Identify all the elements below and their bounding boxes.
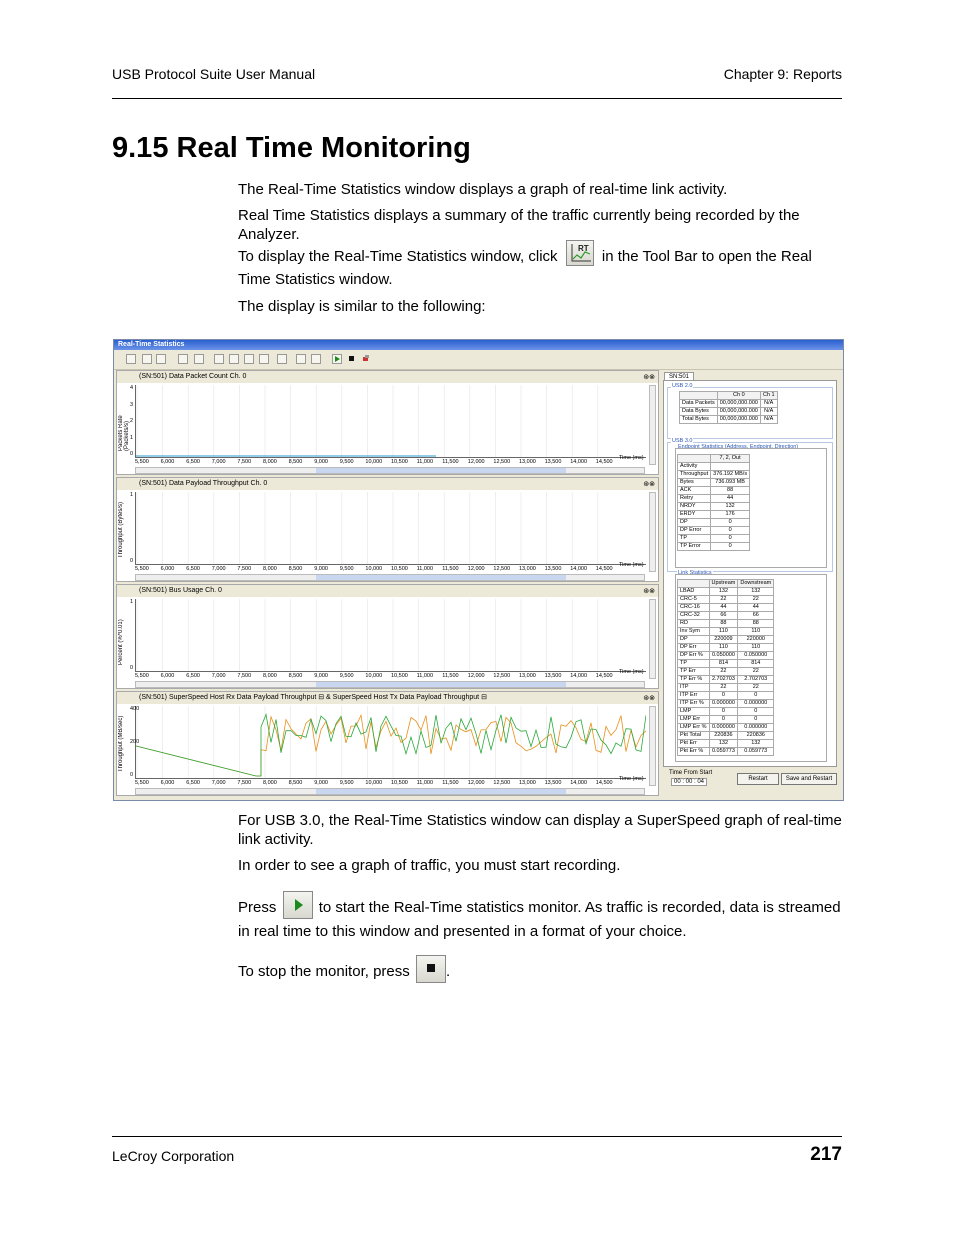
x-tick-label: 12,500 <box>493 780 511 786</box>
table-row: NRDY 132 <box>678 503 750 511</box>
table-row: CRC-32 66 66 <box>678 612 774 620</box>
endpoint-table: 7, 2, Out Activity Throughput 376.192 MB/s Bytes 736.093 MB ACK 88 Retry 44 NRDY 132 ERDY 176 DP 0 DP Error 0 TP 0 TP Error 0 <box>677 454 750 551</box>
real-time-statistics-screenshot <box>113 339 844 801</box>
plot-area <box>135 385 646 458</box>
table-row: ITP Err 0 0 <box>678 692 774 700</box>
x-tick-label: 14,000 <box>570 459 588 465</box>
x-tick-label: 13,000 <box>519 459 536 465</box>
x-tick-label: 9,500 <box>339 459 354 465</box>
time-from-start-value: 00 : 00 : 04 <box>671 778 707 786</box>
settings-icon[interactable] <box>194 354 204 364</box>
table-row: Pkt Err 132 132 <box>678 740 774 748</box>
x-tick-label: 11,500 <box>442 566 459 572</box>
x-tick-label: 9,000 <box>314 780 328 786</box>
x-tick-label: 9,000 <box>314 673 328 679</box>
x-tick-label: 12,500 <box>493 566 511 572</box>
endpoint-statistics-label: Endpoint Statistics (Address, Endpoint, Direction) <box>678 444 799 450</box>
x-axis-label: Time (ms) <box>619 562 644 568</box>
panel-controls-icon[interactable]: ⊛⊗ <box>643 374 655 381</box>
x-tick-label: 12,000 <box>467 780 485 786</box>
x-tick-label: 5,500 <box>135 673 149 679</box>
table-row: LMP Err % 0.000000 0.000000 <box>678 724 774 732</box>
table-row: DP Err 110 110 <box>678 644 774 652</box>
page-number: 217 <box>810 1144 842 1165</box>
x-tick-label: 5,500 <box>135 780 149 786</box>
y-tick-label: 1 <box>130 492 134 498</box>
plot-area <box>135 706 646 779</box>
panel-controls-icon[interactable]: ⊛⊗ <box>643 588 655 595</box>
x-tick-label: 5,500 <box>135 566 149 572</box>
x-tick-label: 14,500 <box>595 673 613 679</box>
y-tick-label: 2 <box>130 418 134 424</box>
x-tick-label: 11,500 <box>442 673 459 679</box>
graph-panel <box>116 691 659 796</box>
graph-panel <box>116 584 659 689</box>
x-tick-label: 10,500 <box>391 566 408 572</box>
x-tick-label: 8,000 <box>263 459 277 465</box>
print-icon[interactable] <box>156 354 166 364</box>
window-title: Real-Time Statistics <box>114 340 843 350</box>
panel-controls-icon[interactable]: ⊛⊗ <box>643 481 655 488</box>
y-axis-label: Percent (%*0.01) <box>118 619 124 665</box>
paragraph: The Real-Time Statistics window displays a graph of real-time link activity. <box>238 181 728 198</box>
x-tick-label: 13,500 <box>544 673 562 679</box>
x-tick-label: 11,000 <box>416 566 434 572</box>
x-tick-label: 8,000 <box>263 566 277 572</box>
x-tick-label: 12,000 <box>467 566 485 572</box>
x-tick-label: 7,000 <box>211 673 226 679</box>
x-tick-label: 8,000 <box>263 780 277 786</box>
graph-title: (SN:501) SuperSpeed Host Rx Data Payload Throughput ⊟ & SuperSpeed Host Tx Data Payload Throughput ⊟ <box>117 692 658 704</box>
table-row: LMP Err 0 0 <box>678 716 774 724</box>
paragraph: The display is similar to the following: <box>238 298 486 315</box>
vertical-scrollbar[interactable] <box>649 706 656 786</box>
y-tick-label: 0 <box>130 665 134 671</box>
x-tick-label: 10,500 <box>391 780 408 786</box>
tab-sn501[interactable]: SN:501 <box>664 372 694 382</box>
x-tick-label: 13,000 <box>519 780 536 786</box>
x-tick-label: 11,000 <box>416 780 434 786</box>
table-row: TP 814 814 <box>678 660 774 668</box>
table-row: TP 0 <box>678 535 750 543</box>
table-row: ERDY 176 <box>678 511 750 519</box>
x-tick-label: 6,500 <box>186 459 200 465</box>
x-tick-label: 10,500 <box>391 673 408 679</box>
paragraph: For USB 3.0, the Real-Time Statistics window can display a SuperSpeed graph of real-time link activity. <box>238 812 842 848</box>
y-tick-label: 3 <box>130 401 134 408</box>
x-tick-label: 14,500 <box>595 780 613 786</box>
y-tick-label: 1 <box>130 599 134 605</box>
graph-title: (SN:501) Data Payload Throughput Ch. 0 <box>117 478 658 490</box>
svg-text:RT: RT <box>577 244 589 253</box>
table-row: LBAD 132 132 <box>678 588 774 596</box>
table-row: DP 0 <box>678 519 750 527</box>
x-tick-label: 8,000 <box>263 673 277 679</box>
x-tick-label: 13,000 <box>519 566 536 572</box>
plot-lines <box>136 385 646 457</box>
horizontal-scrollbar[interactable] <box>135 681 645 688</box>
x-tick-label: 11,000 <box>416 459 434 465</box>
table-row: Throughput 376.192 MB/s <box>678 471 750 479</box>
link-statistics-table: Upstream Downstream LBAD 132 132 CRC-5 22 22 CRC-16 44 44 CRC-32 66 66 RD 88 88 Inv Sym 110 110 DP 220009 220000 DP Err 110 110 DP Err % 0.050000 0.050000 TP 814 814 TP Err 22 22 TP Err % 2.702703 2.702703 ITP 22 22 ITP Err 0 0 ITP Err % 0.000000 0.000000 LMP 0 0 LMP Err 0 0 LMP Err % 0.000000 0.000000 Pkt Total 220836 220836 Pkt Err 132 132 Pkt Err % 0.059773 0.059773 <box>677 579 774 756</box>
x-tick-label: 14,500 <box>595 566 613 572</box>
open-icon[interactable] <box>142 354 152 364</box>
zoom-out-y-icon[interactable] <box>259 354 269 364</box>
y-tick-label: 200 <box>130 739 140 745</box>
table-row: Data Packets 00,000,000.000 N/A <box>680 400 778 408</box>
usb20-table: Ch 0 Ch 1 Data Packets 00,000,000.000 N/A Data Bytes 00,000,000.000 N/A Total Bytes 00,000,000.000 N/A <box>679 391 778 424</box>
panel-controls-icon[interactable]: ⊛⊗ <box>643 695 655 702</box>
graph-icon[interactable] <box>178 354 188 364</box>
table-row: Pkt Err % 0.059773 0.059773 <box>678 748 774 756</box>
table-row: ITP Err % 0.000000 0.000000 <box>678 700 774 708</box>
layout-icon[interactable] <box>296 354 306 364</box>
header-rule <box>112 98 842 99</box>
vertical-scrollbar[interactable] <box>649 385 656 465</box>
table-row: CRC-16 44 44 <box>678 604 774 612</box>
x-tick-label: 6,000 <box>160 566 175 572</box>
x-tick-label: 11,500 <box>442 780 459 786</box>
stop-icon <box>416 955 446 983</box>
x-tick-label: 7,500 <box>237 459 252 465</box>
y-tick-label: 0 <box>130 558 134 564</box>
plot-area <box>135 599 646 672</box>
graph-panel <box>116 477 659 582</box>
table-row: RD 88 88 <box>678 620 774 628</box>
series-line <box>136 715 646 776</box>
vertical-scrollbar[interactable] <box>649 492 656 572</box>
series-line <box>136 715 646 777</box>
graph-panel <box>116 370 659 475</box>
y-tick-label: 0 <box>130 772 134 778</box>
paragraph: In order to see a graph of traffic, you must start recording. <box>238 857 621 874</box>
x-tick-label: 12,000 <box>467 673 485 679</box>
save-and-restart-button[interactable]: Save and Restart <box>781 773 837 785</box>
graph-title: (SN:501) Bus Usage Ch. 0 <box>117 585 658 597</box>
x-tick-label: 11,000 <box>416 673 434 679</box>
x-tick-label: 12,000 <box>467 459 485 465</box>
play-icon <box>283 891 313 919</box>
x-tick-label: 9,000 <box>314 459 328 465</box>
paragraph: To stop the monitor, press . <box>238 958 842 986</box>
plot-lines <box>136 599 646 671</box>
y-tick-label: 1 <box>130 434 134 441</box>
vertical-scrollbar[interactable] <box>649 599 656 679</box>
table-row: Bytes 736.093 MB <box>678 479 750 487</box>
x-tick-label: 14,500 <box>595 459 613 465</box>
x-tick-label: 8,500 <box>288 673 303 679</box>
remove-icon[interactable] <box>362 354 372 364</box>
properties-icon[interactable] <box>311 354 321 364</box>
x-tick-label: 6,500 <box>186 780 200 786</box>
link-statistics-label: Link Statistics <box>678 570 712 576</box>
y-tick-label: 4 <box>130 385 134 391</box>
x-tick-label: 10,000 <box>365 566 383 572</box>
usb30-label: USB 3.0 <box>672 438 693 444</box>
x-tick-label: 7,000 <box>211 780 226 786</box>
table-row: DP 220009 220000 <box>678 636 774 644</box>
x-tick-label: 5,500 <box>135 459 149 465</box>
table-row: TP Err 22 22 <box>678 668 774 676</box>
paragraph: Real Time Statistics displays a summary of the traffic currently being recorded by the Analyzer. <box>238 207 800 243</box>
x-tick-label: 7,500 <box>237 673 252 679</box>
horizontal-scrollbar[interactable] <box>135 788 645 795</box>
table-row: Pkt Total 220836 220836 <box>678 732 774 740</box>
stop-icon[interactable] <box>347 354 357 364</box>
x-tick-label: 6,500 <box>186 673 200 679</box>
x-tick-label: 12,500 <box>493 459 511 465</box>
zoom-in-icon[interactable] <box>214 354 224 364</box>
table-row: ITP 22 22 <box>678 684 774 692</box>
x-tick-label: 9,500 <box>339 673 354 679</box>
x-tick-label: 9,000 <box>314 566 328 572</box>
x-tick-label: 14,000 <box>570 566 588 572</box>
table-row: ACK 88 <box>678 487 750 495</box>
horizontal-scrollbar[interactable] <box>135 574 645 581</box>
x-tick-label: 13,000 <box>519 673 536 679</box>
x-tick-label: 10,500 <box>391 459 408 465</box>
toolbar <box>114 350 843 370</box>
y-axis-label: Packets Rate (Packets/s) <box>118 415 130 451</box>
x-tick-label: 14,000 <box>570 673 588 679</box>
x-tick-label: 10,000 <box>365 459 383 465</box>
x-tick-label: 12,500 <box>493 673 511 679</box>
plot-lines <box>136 706 646 778</box>
x-tick-label: 13,500 <box>544 566 562 572</box>
y-axis-label: Throughput (MB/sec) <box>118 715 124 772</box>
graph-title: (SN:501) Data Packet Count Ch. 0 <box>117 371 658 383</box>
table-row: Total Bytes 00,000,000.000 N/A <box>680 416 778 424</box>
x-axis-label: Time (ms) <box>619 455 644 461</box>
running-header-title: USB Protocol Suite User Manual <box>112 66 316 82</box>
table-row: DP Error 0 <box>678 527 750 535</box>
x-tick-label: 9,500 <box>339 780 354 786</box>
x-tick-label: 6,500 <box>186 566 200 572</box>
plot-lines <box>136 492 646 564</box>
y-axis-label: Throughput (Bytes/s) <box>118 501 124 558</box>
section-title: 9.15 Real Time Monitoring <box>112 132 471 164</box>
statistics-tab-body <box>663 380 837 767</box>
x-tick-label: 8,500 <box>288 459 303 465</box>
play-icon[interactable] <box>332 354 342 364</box>
footer-rule <box>112 1136 842 1137</box>
restart-button[interactable]: Restart <box>737 773 779 785</box>
x-tick-label: 14,000 <box>570 780 588 786</box>
usb20-label: USB 2.0 <box>672 383 693 389</box>
x-tick-label: 7,000 <box>211 566 226 572</box>
save-icon[interactable] <box>126 354 136 364</box>
x-tick-label: 7,500 <box>237 780 252 786</box>
real-time-statistics-icon <box>566 240 594 266</box>
paragraph: To display the Real-Time Statistics window, click RT in the Tool Bar to open the Real Time Statistics window. <box>238 244 842 289</box>
table-row: TP Err % 2.702703 2.702703 <box>678 676 774 684</box>
y-tick-label: 400 <box>130 706 140 712</box>
x-tick-label: 13,500 <box>544 459 562 465</box>
table-row: Inv Sym 110 110 <box>678 628 774 636</box>
x-tick-label: 6,000 <box>160 673 175 679</box>
table-row: LMP 0 0 <box>678 708 774 716</box>
x-tick-label: 9,500 <box>339 566 354 572</box>
x-tick-label: 8,500 <box>288 566 303 572</box>
table-row: Activity <box>678 463 750 471</box>
statistics-pane <box>661 370 841 800</box>
running-header-chapter: Chapter 9: Reports <box>723 66 842 82</box>
horizontal-scrollbar[interactable] <box>135 467 645 474</box>
table-row: Retry 44 <box>678 495 750 503</box>
table-row: CRC-5 22 22 <box>678 596 774 604</box>
fit-icon[interactable] <box>277 354 287 364</box>
x-tick-label: 11,500 <box>442 459 459 465</box>
x-tick-label: 7,500 <box>237 566 252 572</box>
x-tick-label: 6,000 <box>160 459 175 465</box>
table-row: TP Error 0 <box>678 543 750 551</box>
plot-area <box>135 492 646 565</box>
table-row: DP Err % 0.050000 0.050000 <box>678 652 774 660</box>
x-tick-label: 10,000 <box>365 673 383 679</box>
y-tick-label: 0 <box>130 451 134 457</box>
x-tick-label: 7,000 <box>211 459 226 465</box>
x-tick-label: 6,000 <box>160 780 175 786</box>
x-tick-label: 10,000 <box>365 780 383 786</box>
footer-company: LeCroy Corporation <box>112 1148 235 1164</box>
zoom-in-y-icon[interactable] <box>244 354 254 364</box>
time-from-start-label: Time From Start <box>669 770 713 776</box>
paragraph: Press to start the Real-Time statistics monitor. As traffic is recorded, data is streamed in real time to this window and presented in a format of your choice. <box>238 894 842 941</box>
table-row: Data Bytes 00,000,000.000 N/A <box>680 408 778 416</box>
x-axis-label: Time (ms) <box>619 776 644 782</box>
x-tick-label: 8,500 <box>288 780 303 786</box>
x-axis-label: Time (ms) <box>619 669 644 675</box>
zoom-out-icon[interactable] <box>229 354 239 364</box>
x-tick-label: 13,500 <box>544 780 562 786</box>
